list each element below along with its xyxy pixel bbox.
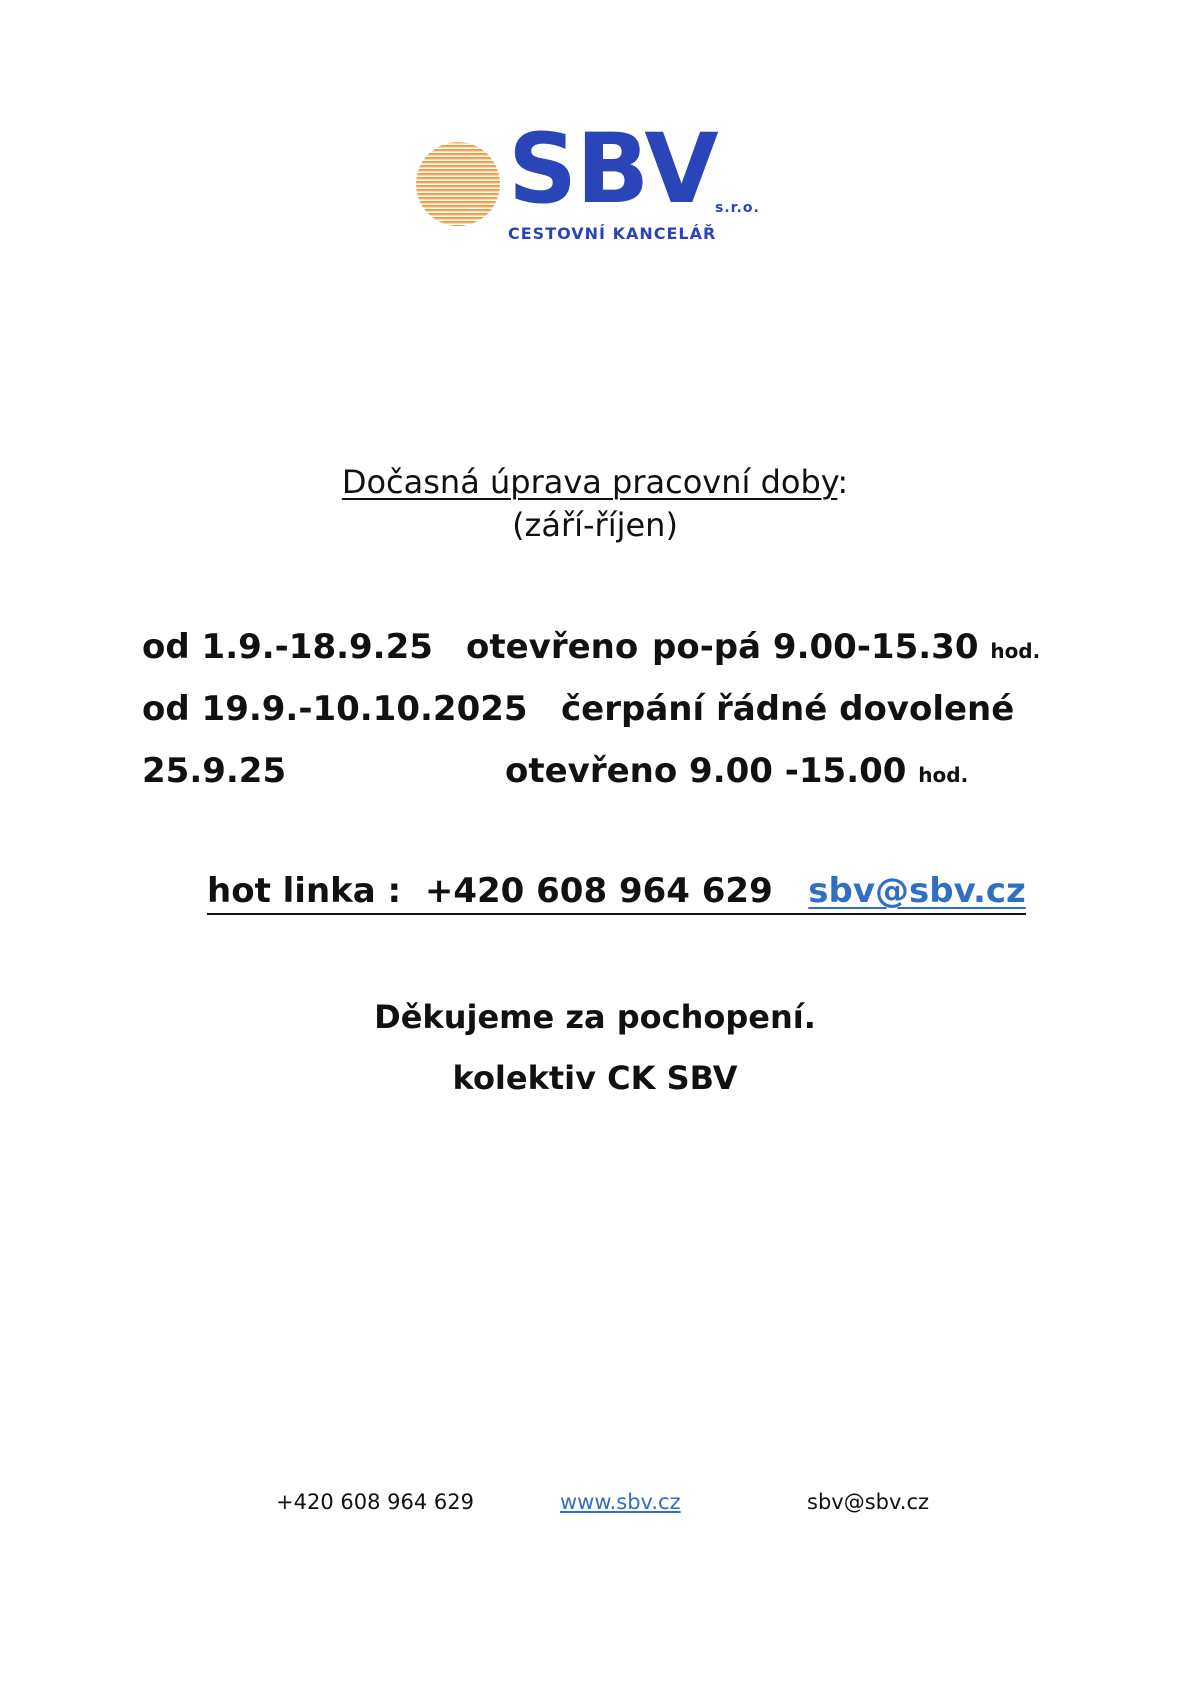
sun-stripe <box>415 213 501 216</box>
sun-stripe <box>415 161 501 164</box>
schedule-row-3-status <box>505 750 968 796</box>
sun-stripe <box>415 193 501 196</box>
company-logo <box>415 113 765 250</box>
footer-email[interactable]: sbv@sbv.cz <box>807 1490 930 1514</box>
sun-stripe <box>415 145 501 148</box>
notice-period: (září-říjen) <box>512 506 678 544</box>
schedule-row-2-date: od 19.9.-10.10.2025 <box>142 689 528 729</box>
notice-title-text: Dočasná úprava pracovní doby <box>341 463 838 501</box>
schedule-row-3-unit: hod. <box>918 763 969 787</box>
sun-stripe <box>415 205 501 208</box>
sun-stripe <box>415 201 501 204</box>
logo-suffix: s.r.o. <box>715 200 760 216</box>
notice-title <box>0 462 1190 502</box>
sun-stripe <box>415 177 501 180</box>
sun-stripe <box>415 173 501 176</box>
closing-signature: kolektiv CK SBV <box>452 1059 738 1097</box>
sun-stripe <box>415 189 501 192</box>
hotline-label: hot linka : <box>207 871 402 911</box>
schedule-row-1-detail <box>652 626 1040 672</box>
sun-stripe <box>415 157 501 160</box>
schedule-row-1-status: otevřeno <box>466 627 639 667</box>
sun-stripe <box>415 225 501 227</box>
schedule-row-1-hours: po-pá 9.00-15.30 <box>652 627 979 667</box>
logo-brand: SBV <box>508 113 718 225</box>
sun-stripe <box>415 209 501 212</box>
schedule-row-3-hours: otevřeno 9.00 -15.00 <box>505 751 907 791</box>
schedule-row-2-status: čerpání řádné dovolené <box>561 689 1015 729</box>
sun-stripe <box>415 153 501 156</box>
logo-subtitle: CESTOVNÍ KANCELÁŘ <box>508 224 717 243</box>
closing-thanks: Děkujeme za pochopení. <box>374 998 816 1036</box>
sun-stripe <box>415 141 501 144</box>
sun-stripe <box>415 169 501 172</box>
schedule-row-3-date: 25.9.25 <box>142 751 287 791</box>
sun-stripe <box>415 221 501 224</box>
sun-stripe <box>415 181 501 184</box>
hotline <box>207 870 1026 915</box>
sun-stripe <box>415 197 501 200</box>
sun-stripe <box>415 149 501 152</box>
sun-stripe <box>415 217 501 220</box>
sun-stripe <box>415 185 501 188</box>
sun-stripes-icon <box>415 141 501 227</box>
schedule-row-1-date: od 1.9.-18.9.25 <box>142 627 433 667</box>
footer-phone[interactable]: +420 608 964 629 <box>276 1490 474 1514</box>
sun-stripe <box>415 165 501 168</box>
notice-title-colon: : <box>837 463 849 501</box>
schedule-row-1-unit: hod. <box>990 639 1041 663</box>
footer-website-link[interactable]: www.sbv.cz <box>560 1490 681 1514</box>
hotline-email-link[interactable]: sbv@sbv.cz <box>808 871 1026 911</box>
hotline-phone[interactable]: +420 608 964 629 <box>424 871 773 911</box>
